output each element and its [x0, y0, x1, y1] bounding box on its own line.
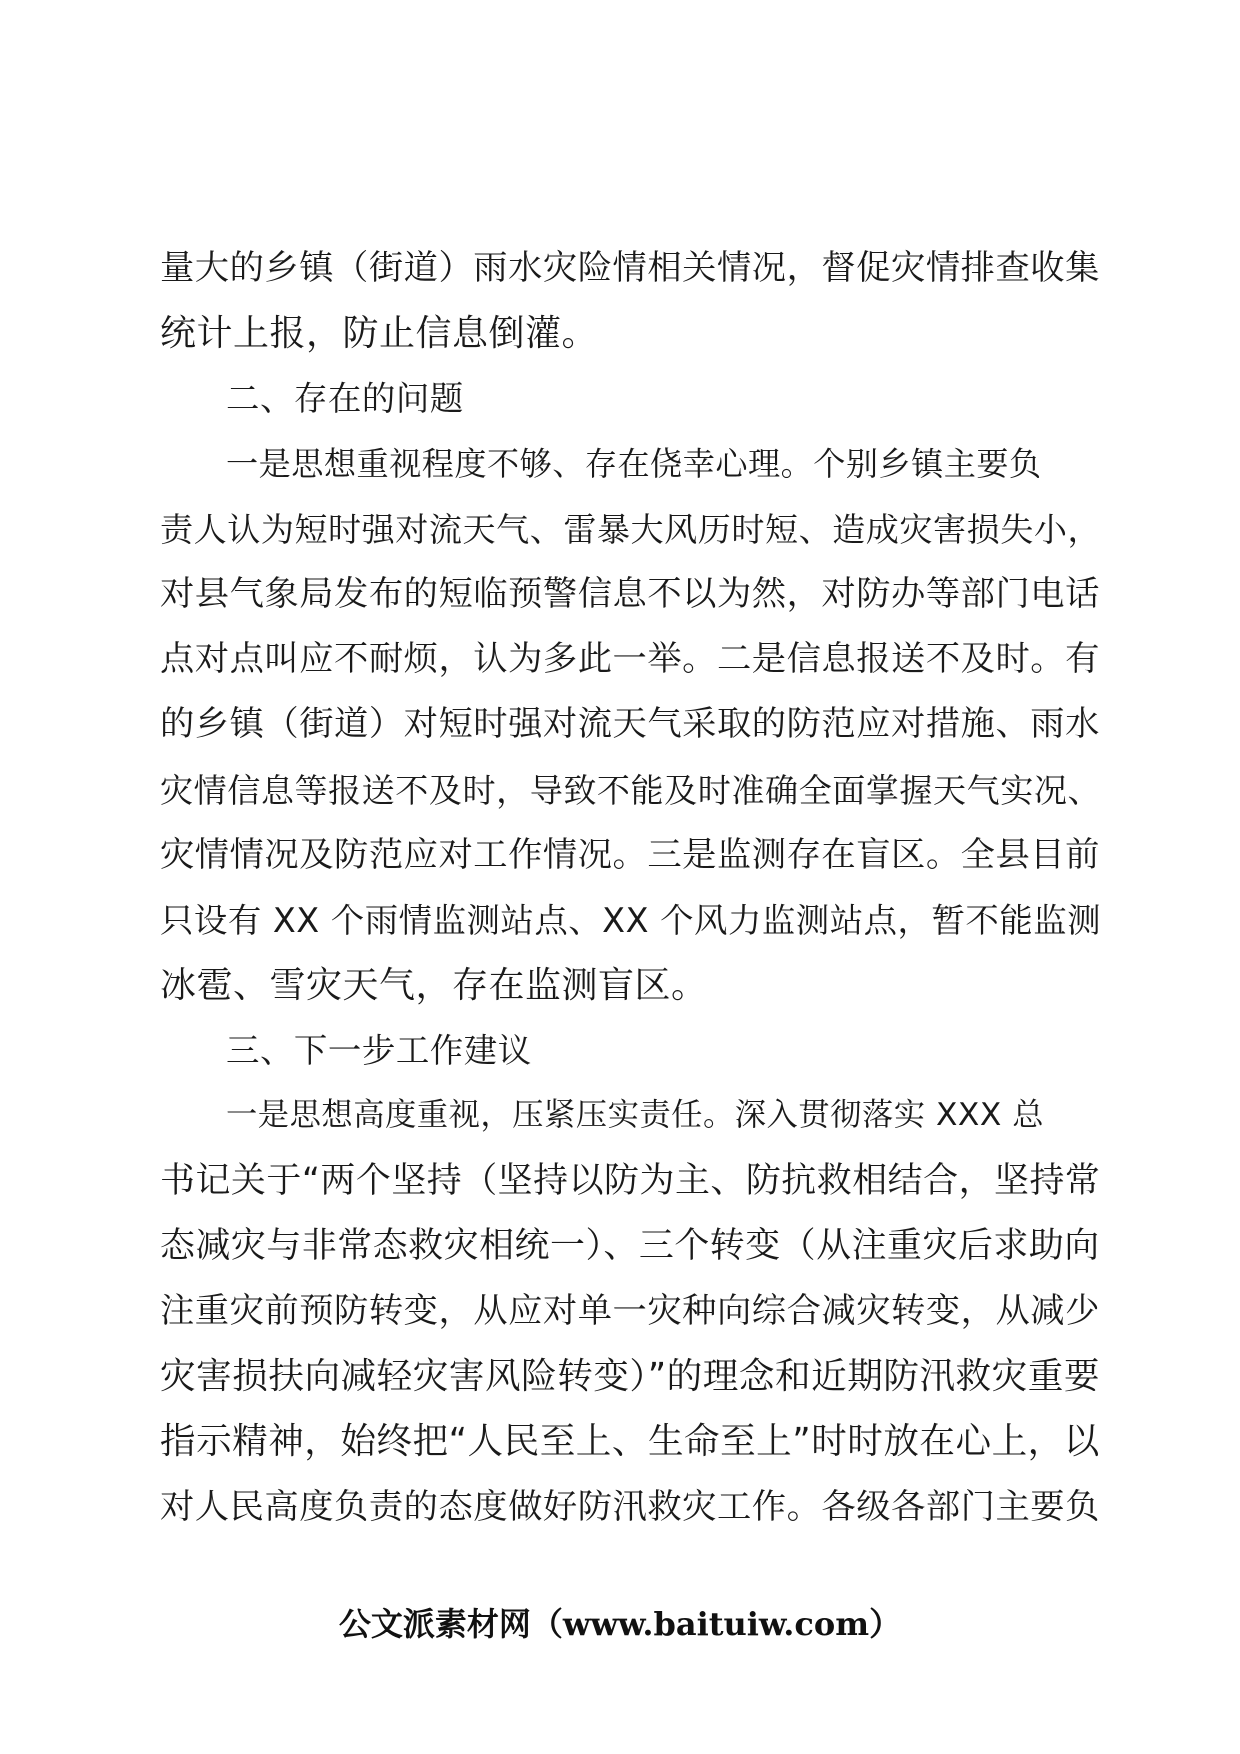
text-line: 注重灾前预防转变，从应对单一灾种向综合减灾转变，从减少 — [160, 1291, 1100, 1331]
text-line: 量大的乡镇（街道）雨水灾险情相关情况，督促灾情排查收集 — [160, 248, 1100, 288]
text-line: 一是思想高度重视，压紧压实责任。深入贯彻落实 XXX 总 — [226, 1097, 1045, 1134]
text-line: 的乡镇（街道）对短时强对流天气采取的防范应对措施、雨水 — [160, 704, 1100, 745]
text-line: 对县气象局发布的短临预警信息不以为然，对防办等部门电话 — [160, 573, 1100, 614]
text-line: 灾情信息等报送不及时，导致不能及时准确全面掌握天气实况、 — [160, 770, 1102, 810]
text-line: 点对点叫应不耐烦，认为多此一举。二是信息报送不及时。有 — [160, 639, 1100, 680]
text-line: 责人认为短时强对流天气、雷暴大风历时短、造成灾害损失小， — [160, 509, 1102, 549]
section-heading-suggestions: 三、下一步工作建议 — [226, 1031, 532, 1071]
text-line: 灾情情况及防范应对工作情况。三是监测存在盲区。全县目前 — [160, 834, 1100, 875]
text-line: 指示精神，始终把“人民至上、生命至上”时时放在心上，以 — [160, 1421, 1100, 1463]
text-line: 态减灾与非常态救灾相统一）、三个转变（从注重灾后求助向 — [160, 1225, 1100, 1266]
text-line: 统计上报，防止信息倒灌。 — [160, 313, 599, 355]
text-line: 一是思想重视程度不够、存在侥幸心理。个别乡镇主要负 — [226, 444, 1042, 483]
text-line: 冰雹、雪灾天气，存在监测盲区。 — [160, 965, 708, 1007]
section-heading-problems: 二、存在的问题 — [226, 379, 464, 419]
document-body — [160, 236, 1100, 1540]
text-line: 只设有 XX 个雨情监测站点、XX 个风力监测站点，暂不能监测 — [160, 900, 1102, 940]
page-footer: 公文派素材网（www.baituiw.com） — [338, 1605, 902, 1643]
text-line: 书记关于“两个坚持（坚持以防为主、防抗救相结合，坚持常 — [160, 1160, 1101, 1201]
text-line: 对人民高度负责的态度做好防汛救灾工作。各级各部门主要负 — [160, 1486, 1100, 1527]
text-line: 灾害损扶向减轻灾害风险转变）”的理念和近期防汛救灾重要 — [160, 1356, 1100, 1398]
